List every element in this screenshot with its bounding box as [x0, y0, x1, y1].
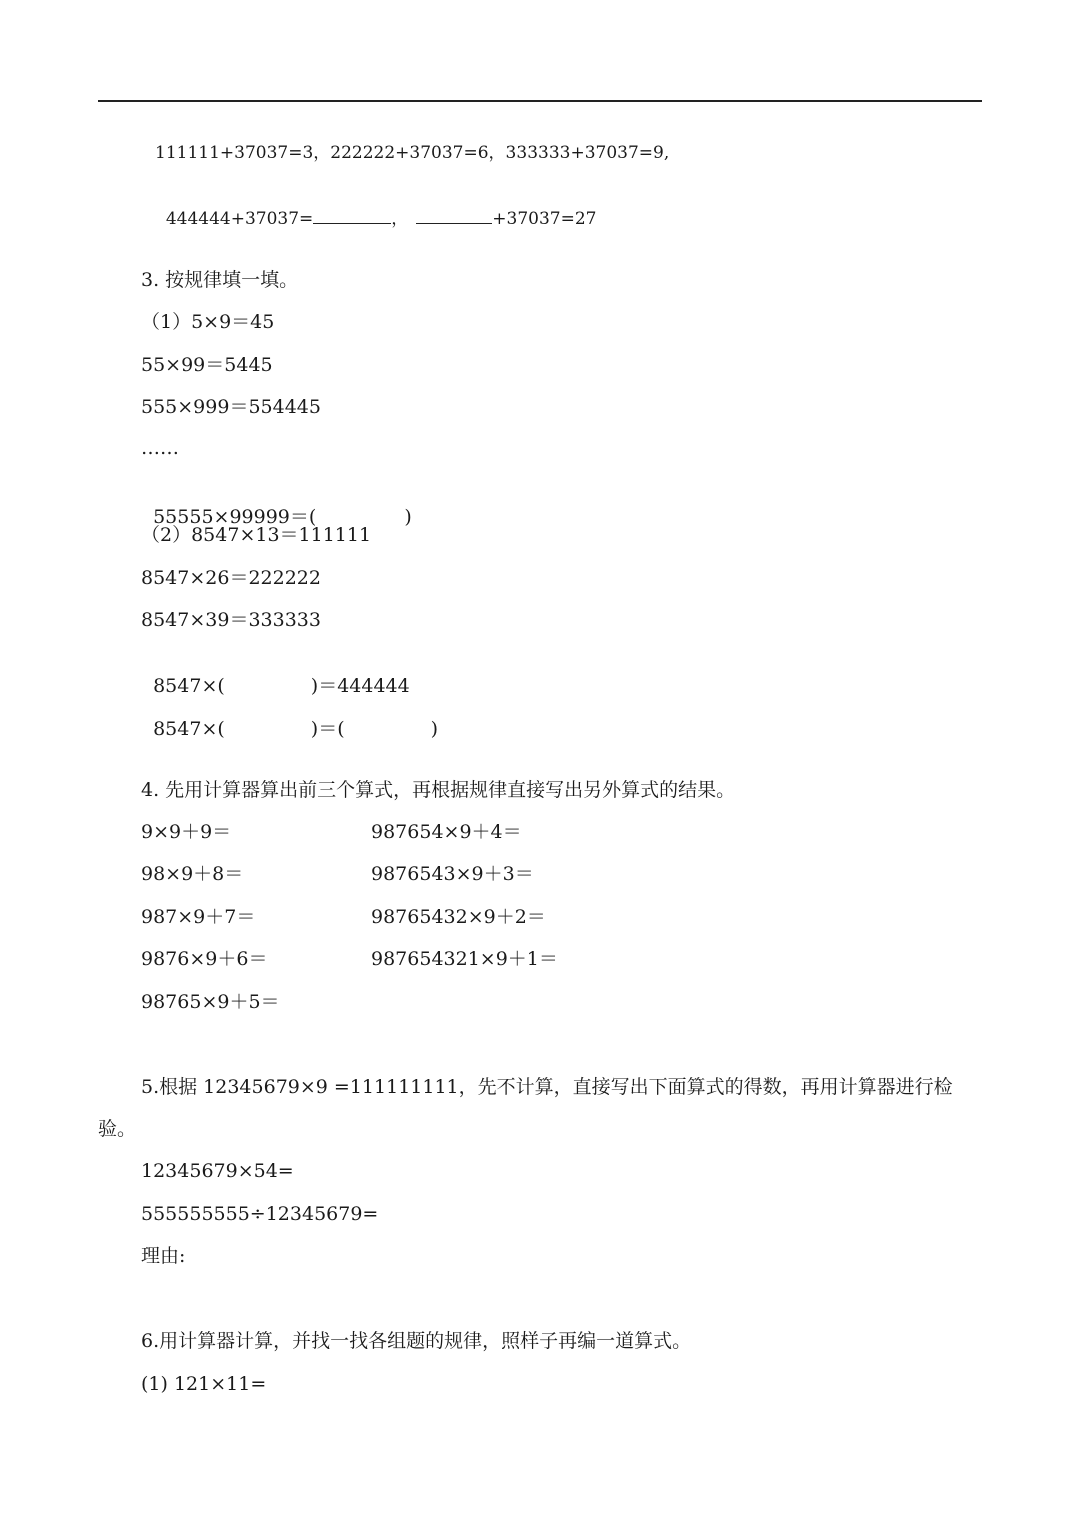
q4-left-1: 9×9＋9＝	[141, 821, 232, 843]
q3-part2-line-1: 8547×26＝222222	[141, 567, 321, 589]
q4-left-5: 98765×9＋5＝	[141, 991, 280, 1013]
q3-part2-line-4	[141, 693, 438, 741]
q3-part2-label: （2）8547×13＝111111	[141, 524, 372, 546]
answer-blank-2[interactable]	[416, 207, 492, 224]
q6-part1: (1) 121×11=	[141, 1373, 267, 1395]
q3-part2-line-4-c: )	[430, 718, 439, 740]
q5-line-2: 555555555÷12345679=	[141, 1203, 379, 1225]
q3-part2-line-4-b: )＝(	[310, 718, 345, 740]
q3-title: 3. 按规律填一填。	[141, 269, 299, 291]
q4-title: 4. 先用计算器算出前三个算式，再根据规律直接写出另外算式的结果。	[141, 779, 736, 801]
q3-part2-line-3-a: 8547×(	[153, 675, 225, 697]
q6-title: 6.用计算器计算，并找一找各组题的规律，照样子再编一道算式。	[141, 1330, 692, 1352]
pattern-line-2	[155, 183, 596, 231]
q4-left-2: 98×9＋8＝	[141, 863, 244, 885]
q4-right-1: 987654×9＋4＝	[371, 821, 522, 843]
q3-part1-ellipsis: ……	[141, 437, 179, 459]
q5-reason-label: 理由:	[141, 1245, 186, 1267]
q3-part2-line-4-a: 8547×(	[153, 718, 225, 740]
q3-part1-answer-line	[141, 481, 412, 529]
q5-line-1: 12345679×54=	[141, 1160, 294, 1182]
q4-right-3: 98765432×9＋2＝	[371, 906, 546, 928]
q3-part1-label: （1）5×9＝45	[141, 311, 275, 333]
q5-title: 5.根据 12345679×9 =111111111，先不计算，直接写出下面算式的得数，再用计算器进行检	[141, 1076, 953, 1098]
q4-right-2: 9876543×9＋3＝	[371, 863, 534, 885]
q4-left-4: 9876×9＋6＝	[141, 948, 268, 970]
q4-left-3: 987×9＋7＝	[141, 906, 256, 928]
q3-part2-line-3	[141, 650, 410, 698]
q4-right-4: 987654321×9＋1＝	[371, 948, 558, 970]
q5-title-cont: 验。	[98, 1118, 137, 1140]
q3-part1-answer-text: 55555×99999＝(	[153, 506, 317, 528]
q3-part2-line-3-b: )＝444444	[310, 675, 410, 697]
q3-part1-line-1: 55×99＝5445	[141, 354, 273, 376]
header-rule	[98, 100, 982, 102]
q3-part1-answer-close: )	[404, 506, 412, 528]
pattern-line-2-sep: ，	[391, 209, 409, 229]
q3-part1-line-2: 555×999＝554445	[141, 396, 321, 418]
pattern-line-2-text-c: +37037=27	[492, 209, 597, 229]
q3-part2-line-2: 8547×39＝333333	[141, 609, 321, 631]
pattern-line-1: 111111+37037=3，222222+37037=6，333333+37037=9,	[155, 143, 670, 163]
answer-blank-1[interactable]	[313, 207, 391, 224]
pattern-line-2-text-a: 444444+37037=	[165, 209, 314, 229]
